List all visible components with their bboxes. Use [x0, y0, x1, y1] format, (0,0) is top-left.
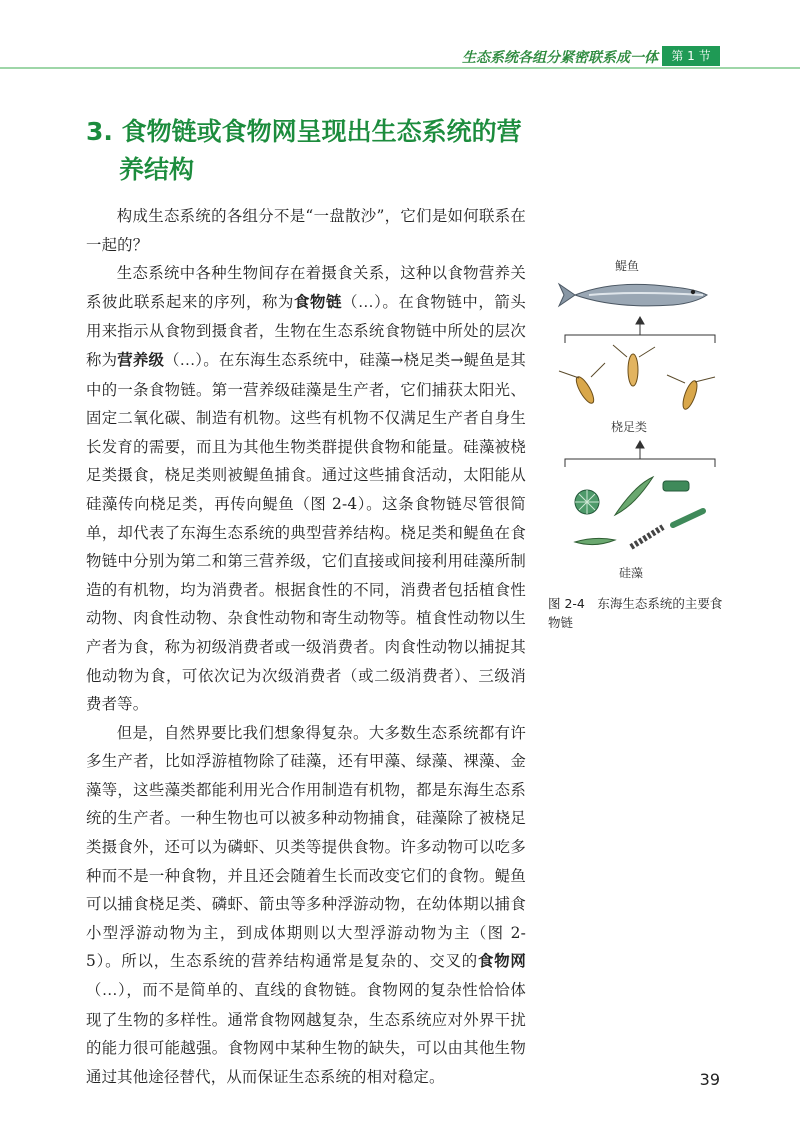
arrow-upper [565, 317, 715, 343]
body-text [86, 202, 526, 1091]
figure-graphics [545, 255, 735, 585]
section-number: 3. [86, 117, 113, 146]
section-badge: 第 1 节 [662, 46, 720, 66]
p2-text-1: 生态系统中各种生物间存在着摄食关系，这种以食物营养关系彼此联系起来的序列，称为 [86, 264, 526, 311]
term-food-web: 食物网 [477, 952, 526, 971]
section-heading [86, 113, 526, 189]
chapter-title: 生态系统各组分紧密联系成一体 [462, 50, 658, 66]
food-chain-figure [545, 255, 735, 585]
running-header [0, 44, 800, 68]
term-trophic-level-en: （…） [164, 351, 204, 369]
header-divider [0, 67, 800, 69]
paragraph-2 [86, 259, 526, 719]
term-trophic-level: 营养级 [117, 350, 165, 369]
figure-caption: 图 2-4 东海生态系统的主要食物链 [548, 596, 723, 630]
heading-line-1 [86, 113, 526, 151]
section-title-line-1: 食物链或食物网呈现出生态系统的营 [121, 117, 522, 146]
p3-text-2: ，而不是简单的、直线的食物链。食物网的复杂性恰恰体现了生物的多样性。通常食物网越复杂，生态系统应对外界干扰的能力很可能越强。食物网中某种生物的缺失，可以由其他生物通过其他途径替代，从而保证生态系统的相对稳定。 [86, 981, 526, 1086]
label-anchovy: 鳀鱼 [615, 259, 640, 273]
p2-text-3: 。在东海生态系统中，硅藻→桡足类→鳀鱼是其中的一条食物链。第一营养级硅藻是生产者，它们捕获太阳光、固定二氧化碳、制造有机物。这些有机物不仅满足生产者自身生长发育的需要，而且为其他生物类群提供食物和能量。硅藻被桡足类摄食，桡足类则被鳀鱼捕食。通过这些捕食活动，太阳能从硅藻传向桡足类，再传向鳀鱼（图 2-4）。这条食物链尽管很简单，却代表了东海生态系统的典型营养结构。桡足类和鳀鱼在食物链中分别为第二和第三营养级，它们直接或间接利用硅藻所制造的有机物，均为消费者。根据食性的不同，消费者包括植食性动物、肉食性动物、杂食性动物和寄生动物等。植食性动物以生产者为食，称为初级消费者或一级消费者。肉食性动物以捕捉其他动物为食，可依次记为次级消费者（或二级消费者）、三级消费者等。 [86, 350, 527, 714]
copepod-illustration [559, 345, 715, 411]
label-copepods: 桡足类 [611, 420, 648, 434]
anchovy-illustration [559, 284, 707, 306]
page-number: 39 [699, 1070, 720, 1089]
section-title-line-2: 养结构 [119, 155, 195, 184]
term-food-chain-en: （…） [342, 293, 383, 311]
label-diatoms: 硅藻 [619, 566, 644, 580]
term-food-web-en: （…） [86, 982, 127, 1000]
p3-text-1: 但是，自然界要比我们想象得复杂。大多数生态系统都有许多生产者，比如浮游植物除了硅藻，还有甲藻、绿藻、裸藻、金藻等，这些藻类都能利用光合作用制造有机物，都是东海生态系统的生产者。一种生物也可以被多种动物捕食，硅藻除了被桡足类摄食外，还可以为磷虾、贝类等提供食物。许多动物可以吃多种而不是一种食物，并且还会随着生长而改变它们的食物。鳀鱼可以捕食桡足类、磷虾、箭虫等多种浮游动物，在幼体期以捕食小型浮游动物为主，到成体期则以大型浮游动物为主（图 2-5）。所以，生态系统的营养结构通常是复杂的、交叉的 [86, 723, 526, 971]
arrow-lower [565, 441, 715, 467]
p2-text-2: 。在食物链中，箭头用来指示从食物到摄食者，生物在生态系统食物链中所处的层次称为 [86, 292, 526, 369]
diatom-illustration [575, 477, 703, 547]
paragraph-3 [86, 719, 526, 1092]
paragraph-1: 构成生态系统的各组分不是“一盘散沙”，它们是如何联系在一起的？ [86, 207, 526, 254]
term-food-chain: 食物链 [294, 292, 343, 311]
